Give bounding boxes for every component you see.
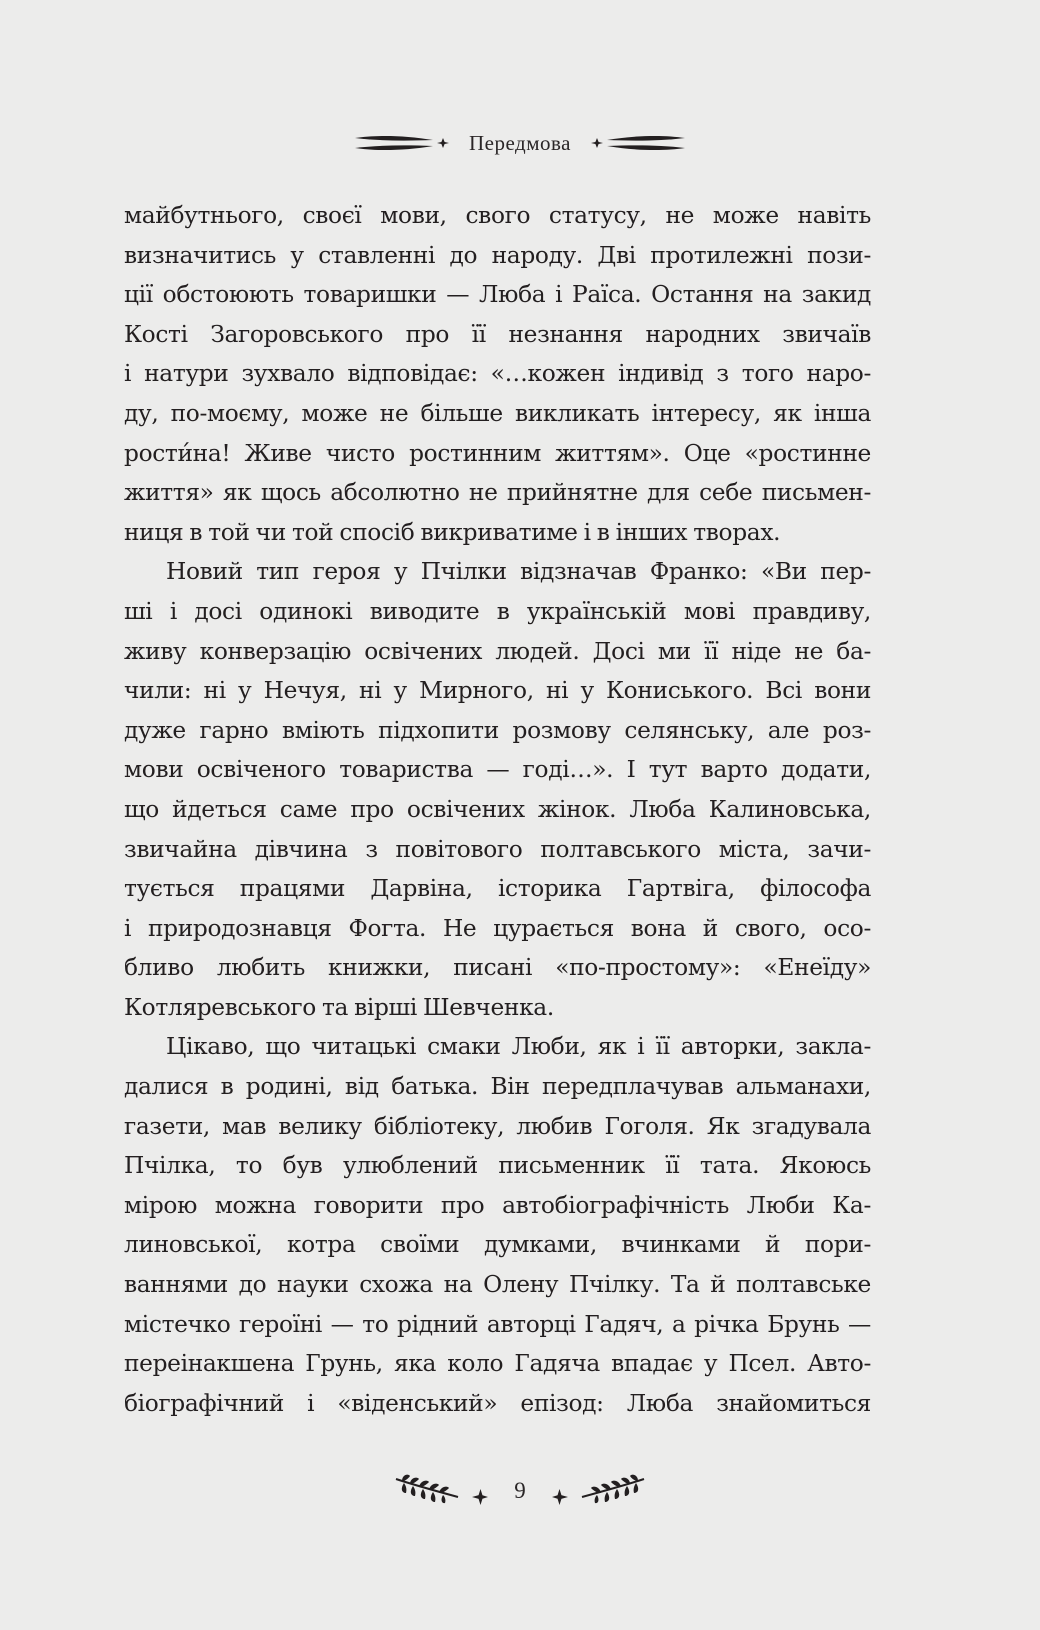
page-number: 9 xyxy=(514,1478,526,1503)
body-text xyxy=(124,196,871,1423)
text-line: ваннями до науки схожа на Олену Пчілку. Та й полтавське xyxy=(124,1271,871,1299)
text-line: рости́на! Живе чисто ростинним життям». Оце «ростинне xyxy=(124,439,871,467)
text-line: живу конверзацію освічених людей. Досі ми її ніде не ба- xyxy=(124,637,871,665)
text-line: що йдеться саме про освічених жінок. Люба Калиновська, xyxy=(124,795,871,823)
text-line: далися в родині, від батька. Він передплачував альманахи, xyxy=(124,1073,871,1101)
leaf-ornament-icon xyxy=(353,132,449,154)
text-line: ду, по-моєму, може не більше викликать інтересу, як інша xyxy=(124,399,871,427)
text-line: і натури зухвало відповідає: «…кожен індивід з того наро- xyxy=(124,360,871,388)
text-line: визначитись у ставленні до народу. Дві протилежні пози- xyxy=(124,241,871,269)
feather-ornament-icon xyxy=(552,1473,648,1509)
running-header-title: Передмова xyxy=(469,130,571,155)
text-line: тується працями Дарвіна, історика Гартвіга, філософа xyxy=(124,875,871,903)
page-footer xyxy=(0,1468,1040,1514)
text-line: майбутнього, своєї мови, свого статусу, не може навіть xyxy=(124,202,871,229)
text-line: Новий тип героя у Пчілки відзначав Франко: «Ви пер- xyxy=(166,558,871,586)
text-line: Пчілка, то був улюблений письменник її тата. Якоюсь xyxy=(124,1152,871,1180)
text-line: і природознавця Фогта. Не цурається вона й свого, осо- xyxy=(124,914,871,942)
text-line: звичайна дівчина з повітового полтавського міста, зачи- xyxy=(124,835,871,863)
leaf-ornament-icon xyxy=(591,132,687,154)
text-line: бливо любить книжки, писані «по-простому»: «Енеїду» xyxy=(124,954,871,982)
text-line: Кості Загоровського про її незнання народних звичаїв xyxy=(124,320,871,348)
feather-ornament-icon xyxy=(392,1473,488,1509)
text-line: мови освіченого товариства — годі…». І тут варто додати, xyxy=(124,756,871,784)
text-line: мірою можна говорити про автобіографічність Люби Ка- xyxy=(124,1191,871,1219)
text-line: дуже гарно вміють підхопити розмову селянську, але роз- xyxy=(124,716,871,744)
text-line: містечко героїні — то рідний авторці Гадяч, а річка Брунь — xyxy=(124,1310,871,1338)
text-line: життя» як щось абсолютно не прийнятне для себе письмен- xyxy=(124,479,871,507)
text-line: линовської, котра своїми думками, вчинками й пори- xyxy=(124,1231,871,1259)
text-line: ші і досі одинокі виводите в українській мові правдиву, xyxy=(124,597,871,625)
text-line: Котляревського та вірші Шевченка. xyxy=(124,993,554,1021)
text-line: чили: ні у Нечуя, ні у Мирного, ні у Кониського. Всі вони xyxy=(124,677,871,705)
text-line: ції обстоюють товаришки — Люба і Раїса. Остання на закид xyxy=(124,281,871,309)
text-line: біографічний і «віденський» епізод: Люба знайомиться xyxy=(124,1389,871,1417)
text-line: переінакшена Грунь, яка коло Гадяча впадає у Псел. Авто- xyxy=(124,1350,871,1378)
text-line: газети, мав велику бібліотеку, любив Гоголя. Як згадувала xyxy=(124,1112,871,1140)
text-line: ниця в той чи той спосіб викриватиме і в інших творах. xyxy=(124,518,781,546)
text-line: Цікаво, що читацькі смаки Люби, як і її авторки, закла- xyxy=(166,1033,871,1061)
running-header xyxy=(0,120,1040,166)
